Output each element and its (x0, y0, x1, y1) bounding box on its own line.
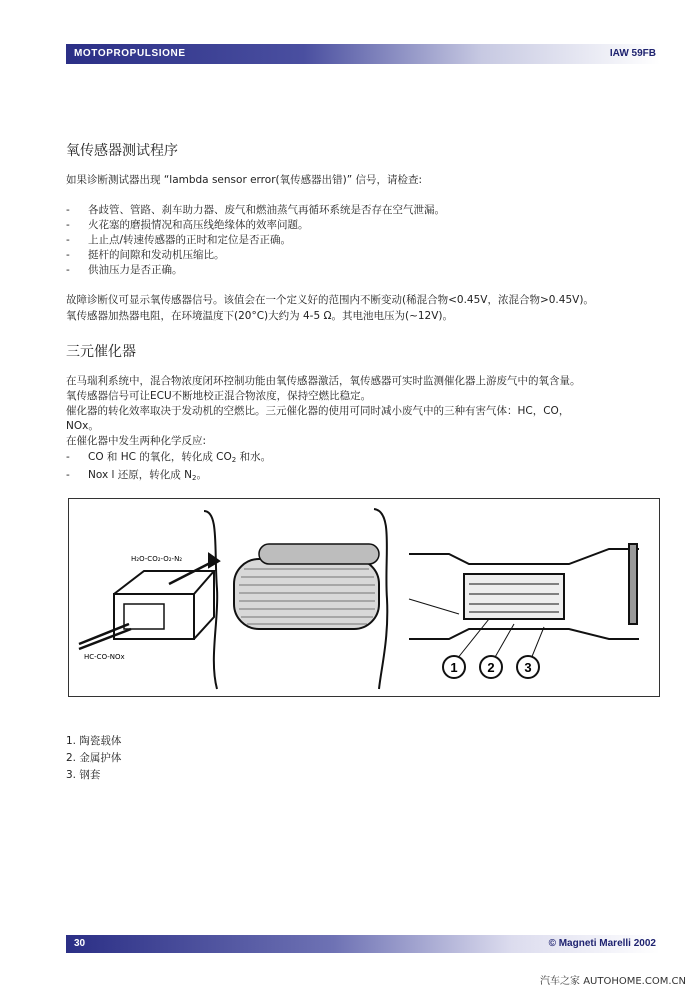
check-list (66, 203, 445, 278)
catalyst-line-4: NOx。 (66, 420, 99, 432)
detail-bracket-left (204, 511, 217, 689)
header-model: IAW 59FB (609, 48, 656, 59)
reaction-list (66, 450, 271, 486)
catalytic-converter-figure (68, 498, 660, 697)
legend-item: 3. 钢套 (66, 769, 101, 781)
catalyst-cell-detail (79, 554, 219, 649)
svg-text:1: 1 (450, 660, 458, 675)
callout-1 (443, 656, 465, 678)
outlet-gas-label: H₂O-CO₂-O₂-N₂ (131, 555, 183, 563)
svg-text:3: 3 (524, 660, 532, 675)
figure-legend (66, 733, 121, 784)
list-item: - 火花塞的磨损情况和高压线绝缘体的效率问题。 (66, 219, 309, 231)
oxygen-para-1: 故障诊断仪可显示氧传感器信号。该值会在一个定义好的范围内不断变动(稀混合物<0.45V，浓混合物>0.45V)。 (66, 294, 594, 306)
catalyst-title: 三元催化器 (66, 344, 136, 360)
oxygen-para-2: 氧传感器加热器电阻，在环境温度下(20°C)大约为 4-5 Ω。其电池电压为(~12V)。 (66, 310, 454, 322)
catalyst-line-5: 在催化器中发生两种化学反应: (66, 435, 207, 447)
catalyst-line-1: 在马瑞利系统中，混合物浓度闭环控制功能由氧传感器激活，氧传感器可实时监测催化器上游废气中的氧含量。 (66, 375, 581, 387)
converter-cross-section (409, 544, 639, 639)
legend-item: 2. 金属护体 (66, 752, 122, 764)
oxygen-test-title: 氧传感器测试程序 (66, 143, 178, 159)
ceramic-substrate-block (234, 544, 379, 629)
header-section: MOTOPROPULSIONE (74, 48, 186, 59)
footer-bar (66, 935, 660, 953)
callout-lines (457, 619, 544, 659)
svg-text:2: 2 (487, 660, 495, 675)
callout-2 (480, 656, 502, 678)
list-item: - 供油压力是否正确。 (66, 264, 183, 276)
list-item: - 各歧管、管路、刹车助力器、废气和燃油蒸气再循环系统是否存在空气泄漏。 (66, 204, 445, 216)
copyright: © Magneti Marelli 2002 (548, 938, 656, 949)
catalyst-diagram (69, 499, 659, 696)
oxygen-test-intro: 如果诊断测试器出现 “lambda sensor error(氧传感器出错)” 信号，请检查: (66, 174, 423, 186)
list-item: - Nox l 还原，转化成 $N_2$。 (66, 469, 207, 482)
callout-3 (517, 656, 539, 678)
list-item: - 上止点/转速传感器的正时和定位是否正确。 (66, 234, 292, 246)
list-item: - 挺杆的间隙和发动机压缩比。 (66, 249, 225, 261)
watermark: 汽车之家 AUTOHOME.COM.CN (540, 976, 686, 987)
catalyst-line-2: 氧传感器信号可让ECU不断地校正混合物浓度，保持空燃比稳定。 (66, 390, 372, 402)
page-number: 30 (74, 938, 86, 949)
catalyst-line-3: 催化器的转化效率取决于发动机的空燃比。三元催化器的使用可同时减小废气中的三种有害气体：HC，CO， (66, 405, 570, 417)
header-bar (66, 44, 660, 64)
list-item: - CO 和 HC 的氧化，转化成 $CO_2$ 和水。 (66, 451, 272, 464)
legend-item: 1. 陶瓷载体 (66, 735, 122, 747)
inlet-gas-label: HC-CO-NOx (84, 653, 125, 661)
